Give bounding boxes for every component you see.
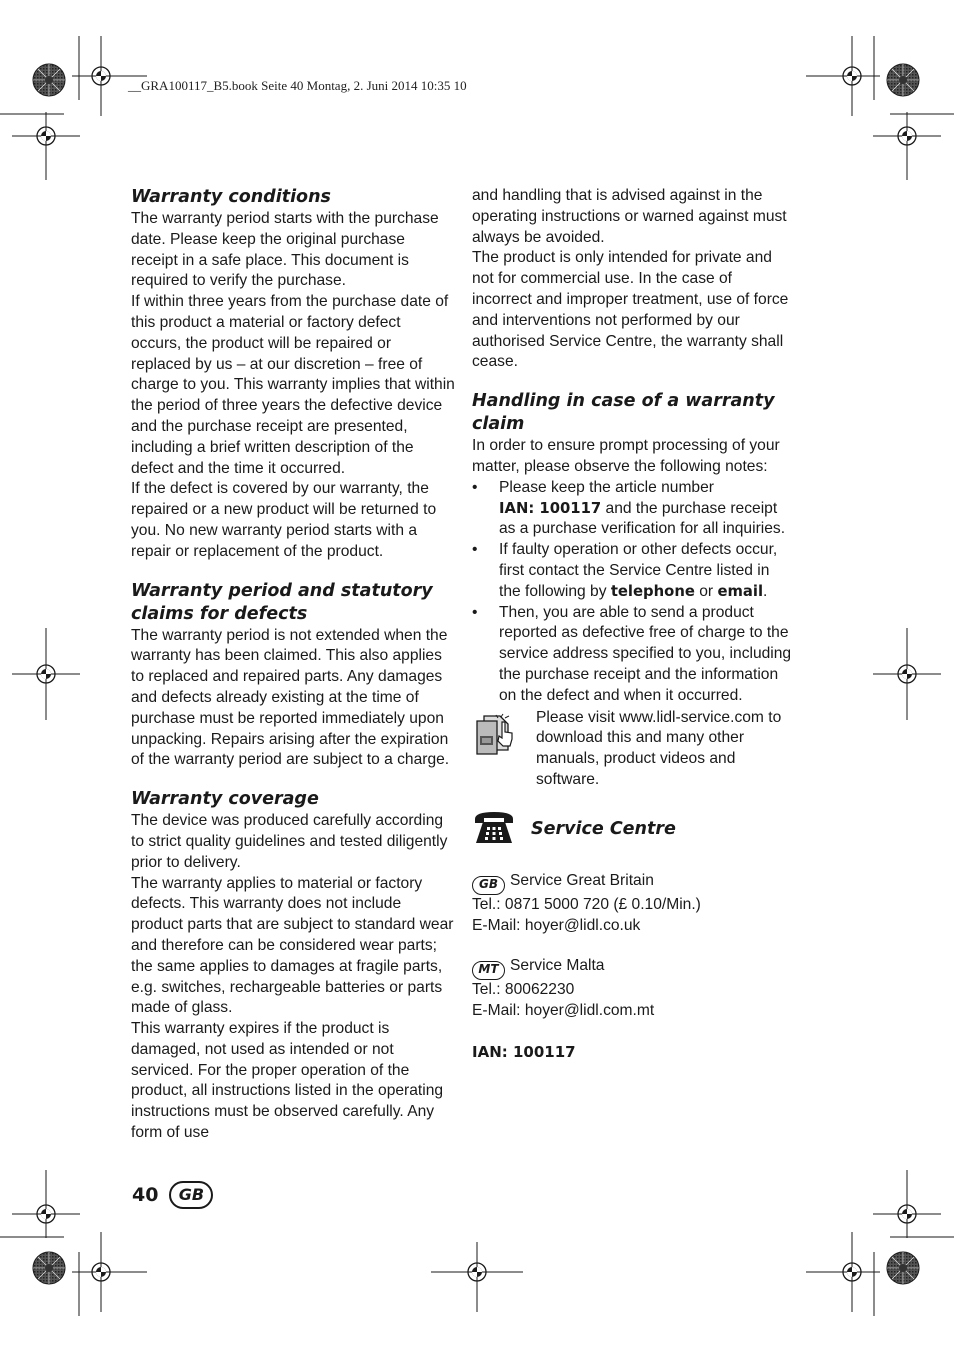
paragraph: The warranty period starts with the purchase date. Please keep the original purchase receipt in a safe place. This document is required to verify the purchase.	[131, 210, 439, 290]
registration-mark-icon	[873, 628, 941, 720]
registration-mark-icon	[12, 112, 80, 180]
service-name: Service Malta	[510, 957, 605, 975]
service-centre-header	[472, 809, 794, 851]
left-column	[131, 186, 455, 1144]
bullet-text: .	[763, 582, 768, 600]
info-note	[472, 708, 794, 791]
service-mt-email: E-Mail: hoyer@lidl.com.mt	[472, 1002, 655, 1020]
bullet: •	[472, 541, 478, 559]
registration-mark-icon	[431, 1242, 523, 1312]
color-wheel-icon	[887, 64, 919, 96]
registration-mark-icon	[873, 1170, 941, 1238]
email-label: email	[717, 582, 764, 600]
ian-number: IAN: 100117	[472, 1042, 576, 1061]
paragraph: The warranty applies to material or factory defects. This warranty does not include product parts that are subject to standard wear and therefore can be considered wear parts; the same applies to damages at fragile parts, e.g. switches, rechargeable batteries or parts made of glass.	[131, 874, 454, 1017]
list-item	[472, 603, 794, 707]
bullet-text: Then, you are able to send a product reported as defective free of charge to the service address specified to you, including the purchase receipt and the information on the defect and when it occurred.	[499, 603, 792, 704]
bullet-text: and the purchase receipt as a purchase verification for all inquiries.	[499, 499, 786, 538]
paragraph: If the defect is covered by our warranty, the repaired or a new product will be returned to you. No new warranty period starts with a repair or replacement of the product.	[131, 480, 437, 560]
service-name: Service Great Britain	[510, 871, 654, 889]
service-gb-tel: Tel.: 0871 5000 720 (£ 0.10/Min.)	[472, 895, 701, 913]
ian-number: IAN: 100117	[499, 499, 602, 517]
paragraph: The warranty period is not extended when the warranty has been claimed. This also applies to replaced and repaired parts. Any damages and defects already existing at the time of purchase must be reported immediately upon unpacking. Repairs arising after the expiration of the warranty period are subject to a charge.	[131, 626, 450, 769]
registration-mark-icon	[72, 1232, 147, 1312]
language-badge: GB	[169, 1181, 213, 1209]
service-mt-name	[472, 956, 794, 980]
bullet: •	[472, 603, 478, 621]
heading-warranty-coverage: Warranty coverage	[131, 789, 319, 810]
telephone-icon	[472, 809, 516, 847]
info-note-text: Please visit www.lidl-service.com to download this and many other manuals, product videos and software.	[536, 708, 782, 788]
bullet-text: or	[694, 582, 718, 600]
paragraph: The product is only intended for private and not for commercial use. In the case of incorrect and improper treatment, use of force and interventions not performed by our authorised Service Centre, the warranty shall cease.	[472, 249, 789, 371]
page-footer	[132, 1181, 213, 1209]
info-download-icon	[472, 712, 518, 756]
bullet-text: If faulty operation or other defects occur, first contact the Service Centre listed in the following by	[499, 541, 778, 600]
right-column	[472, 186, 794, 1062]
color-wheel-icon	[33, 64, 65, 96]
bullet: •	[472, 478, 478, 496]
page-number: 40	[132, 1184, 159, 1206]
registration-mark-icon	[806, 36, 880, 116]
paragraph: This warranty expires if the product is damaged, not used as intended or not serviced. For the proper operation of the product, all instructions listed in the operating instructions must be observed carefully. Any form of use	[131, 1020, 444, 1142]
registration-mark-icon	[72, 36, 147, 116]
paragraph: If within three years from the purchase date of this product a material or factory defect occurs, the product will be repaired or replaced by us – at our discretion – free of charge to you. This warranty implies that within the period of three years the defective device and the purchase receipt are presented, including a brief written description of the defect and the time it occurred.	[131, 293, 455, 477]
heading-warranty-period: Warranty period and statutory claims for defects	[131, 580, 433, 624]
registration-mark-icon	[12, 1170, 80, 1238]
heading-handling-claim: Handling in case of a warranty claim	[472, 391, 775, 435]
paragraph: In order to ensure prompt processing of your matter, please observe the following notes:	[472, 437, 780, 475]
bullet-text: Please keep the article number	[499, 478, 714, 496]
heading-service-centre: Service Centre	[531, 819, 676, 840]
paragraph: and handling that is advised against in the operating instructions or warned against must always be avoided.	[472, 187, 787, 246]
registration-mark-icon	[12, 628, 80, 720]
service-gb-name	[472, 871, 794, 895]
print-header: __GRA100117_B5.book Seite 40 Montag, 2. Juni 2014 10:35 10	[128, 78, 467, 93]
country-badge-gb: GB	[472, 876, 505, 895]
paragraph: The device was produced carefully according to strict quality guidelines and tested diligently prior to delivery.	[131, 812, 448, 871]
color-wheel-icon	[33, 1252, 65, 1284]
registration-mark-icon	[873, 112, 941, 180]
service-mt-tel: Tel.: 80062230	[472, 981, 575, 999]
country-badge-mt: MT	[472, 961, 505, 980]
list-item	[472, 540, 794, 602]
service-gb-email: E-Mail: hoyer@lidl.co.uk	[472, 916, 641, 934]
list-item	[472, 478, 794, 540]
color-wheel-icon	[887, 1252, 919, 1284]
registration-mark-icon	[806, 1232, 880, 1312]
heading-warranty-conditions: Warranty conditions	[131, 187, 331, 207]
telephone-label: telephone	[610, 582, 695, 600]
